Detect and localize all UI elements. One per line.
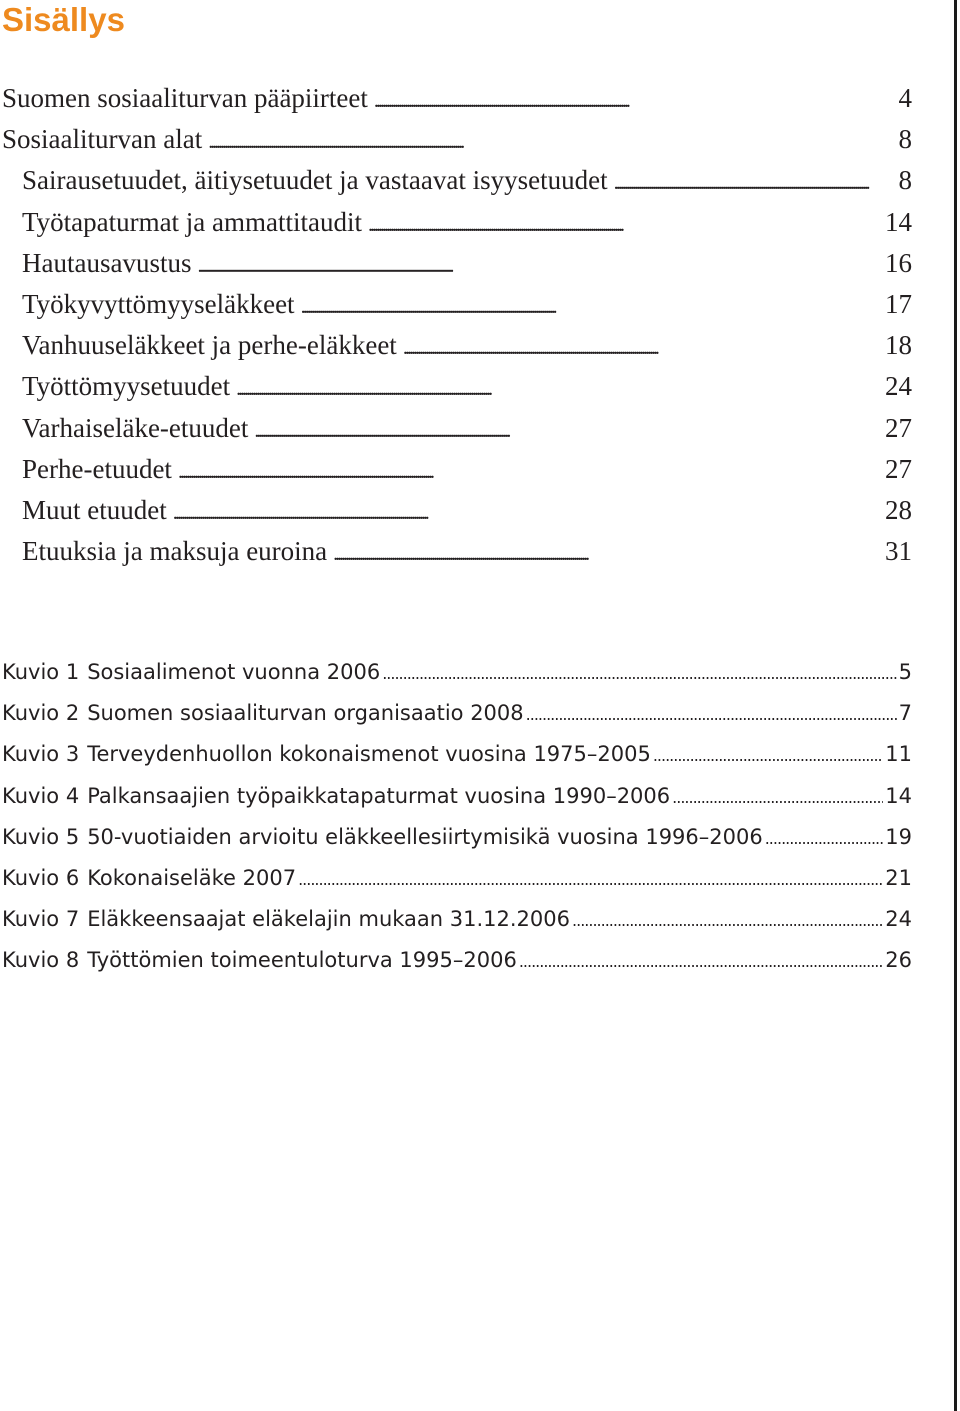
page-title: Sisällys bbox=[2, 1, 125, 38]
figure-entry[interactable] bbox=[0, 784, 912, 825]
figure-label: Kuvio 5 bbox=[2, 824, 80, 849]
toc-entry-page: 31 bbox=[885, 536, 912, 567]
dot-leader bbox=[368, 207, 881, 238]
figure-title: Kokonaiseläke 2007 bbox=[87, 865, 297, 890]
toc-entry[interactable] bbox=[0, 124, 912, 165]
toc-entry-page: 27 bbox=[885, 453, 912, 484]
figure-label: Kuvio 3 bbox=[2, 742, 80, 767]
toc-entry-page: 4 bbox=[898, 83, 912, 113]
figure-title: Eläkkeensaajat eläkelajin mukaan 31.12.2006 bbox=[87, 907, 571, 932]
dot-leader bbox=[526, 701, 897, 725]
toc-entry[interactable] bbox=[0, 330, 912, 371]
toc-entry-page: 18 bbox=[885, 330, 912, 361]
figure-page: 19 bbox=[885, 824, 912, 849]
toc-entry-label: Etuuksia ja maksuja euroina bbox=[22, 536, 328, 567]
toc-entry-page: 16 bbox=[885, 247, 912, 278]
dot-leader bbox=[765, 825, 884, 849]
toc-entry-label: Suomen sosiaaliturvan pääpiirteet bbox=[2, 83, 368, 113]
figure-label: Kuvio 8 bbox=[2, 948, 80, 973]
toc-entry-page: 24 bbox=[885, 371, 912, 402]
figure-page: 26 bbox=[885, 948, 912, 973]
figure-title: Suomen sosiaaliturvan organisaatio 2008 bbox=[87, 701, 524, 726]
toc-entry-page: 14 bbox=[885, 206, 912, 237]
dot-leader bbox=[382, 660, 896, 684]
toc-entry-label: Sairausetuudet, äitiysetuudet ja vastaavat isyysetuudet bbox=[22, 165, 608, 196]
figure-entry[interactable] bbox=[0, 907, 912, 948]
figure-page: 21 bbox=[885, 865, 912, 890]
page-edge-rule bbox=[954, 0, 957, 1411]
toc-entry-label: Työtapaturmat ja ammattitaudit bbox=[22, 206, 363, 237]
toc-entry-label: Vanhuuseläkkeet ja perhe-eläkkeet bbox=[22, 330, 397, 361]
toc-entry-label: Varhaiseläke-etuudet bbox=[22, 412, 249, 443]
figure-entry[interactable] bbox=[0, 866, 912, 907]
toc-entry-page: 28 bbox=[885, 494, 912, 525]
figure-entry[interactable] bbox=[0, 825, 912, 866]
toc-entry-page: 27 bbox=[885, 412, 912, 443]
toc-entry-label: Työkyvyttömyyseläkkeet bbox=[22, 288, 295, 319]
figure-page: 24 bbox=[885, 907, 912, 932]
figure-page: 7 bbox=[898, 701, 912, 726]
toc-entry[interactable] bbox=[0, 495, 912, 536]
toc-entry-page: 8 bbox=[898, 165, 912, 196]
toc-entry[interactable] bbox=[0, 413, 912, 454]
dot-leader bbox=[374, 83, 895, 114]
figure-entry[interactable] bbox=[0, 701, 912, 742]
figure-entry[interactable] bbox=[0, 948, 912, 989]
dot-leader bbox=[236, 371, 881, 402]
figure-title: Palkansaajien työpaikkatapaturmat vuosina 1990–2006 bbox=[87, 783, 671, 808]
figure-page: 5 bbox=[898, 660, 912, 684]
dot-leader bbox=[519, 948, 883, 972]
figure-label: Kuvio 6 bbox=[2, 865, 80, 890]
list-of-figures bbox=[0, 660, 912, 990]
figure-entry[interactable] bbox=[0, 660, 912, 701]
toc-entry[interactable] bbox=[0, 83, 912, 124]
figure-title: Sosiaalimenot vuonna 2006 bbox=[87, 660, 381, 684]
figure-title: 50-vuotiaiden arvioitu eläkkeellesiirtymisikä vuosina 1996–2006 bbox=[87, 824, 763, 849]
figure-page: 11 bbox=[885, 742, 912, 767]
toc-entry-page: 8 bbox=[898, 124, 912, 155]
dot-leader bbox=[672, 784, 883, 808]
dot-leader bbox=[403, 330, 881, 361]
figure-label: Kuvio 7 bbox=[2, 907, 80, 932]
dot-leader bbox=[197, 248, 881, 279]
toc-entry-label: Muut etuudet bbox=[22, 494, 167, 525]
toc-entry[interactable] bbox=[0, 207, 912, 248]
toc-entry[interactable] bbox=[0, 165, 912, 206]
toc-entry-page: 17 bbox=[885, 288, 912, 319]
toc-entry[interactable] bbox=[0, 248, 912, 289]
toc-entry[interactable] bbox=[0, 289, 912, 330]
figure-title: Terveydenhuollon kokonaismenot vuosina 1975–2005 bbox=[87, 742, 651, 767]
dot-leader bbox=[333, 536, 881, 567]
figure-page: 14 bbox=[885, 783, 912, 808]
dot-leader bbox=[178, 454, 881, 485]
figure-title: Työttömien toimeentuloturva 1995–2006 bbox=[87, 948, 517, 973]
dot-leader bbox=[173, 495, 881, 526]
toc-entry-label: Työttömyysetuudet bbox=[22, 371, 231, 402]
figure-entry[interactable] bbox=[0, 742, 912, 783]
dot-leader bbox=[208, 124, 894, 155]
dot-leader bbox=[653, 742, 883, 766]
figure-label: Kuvio 4 bbox=[2, 783, 80, 808]
dot-leader bbox=[572, 907, 883, 931]
dot-leader bbox=[254, 413, 881, 444]
figure-label: Kuvio 2 bbox=[2, 701, 80, 726]
toc-entry[interactable] bbox=[0, 454, 912, 495]
dot-leader bbox=[298, 866, 883, 890]
toc-entry[interactable] bbox=[0, 536, 912, 577]
dot-leader bbox=[614, 165, 895, 196]
dot-leader bbox=[301, 289, 881, 320]
toc-entry-label: Sosiaaliturvan alat bbox=[2, 124, 203, 155]
toc-entry-label: Hautausavustus bbox=[22, 247, 192, 278]
toc-entry[interactable] bbox=[0, 371, 912, 412]
figure-label: Kuvio 1 bbox=[2, 660, 80, 684]
table-of-contents bbox=[0, 83, 912, 577]
toc-entry-label: Perhe-etuudet bbox=[22, 453, 172, 484]
